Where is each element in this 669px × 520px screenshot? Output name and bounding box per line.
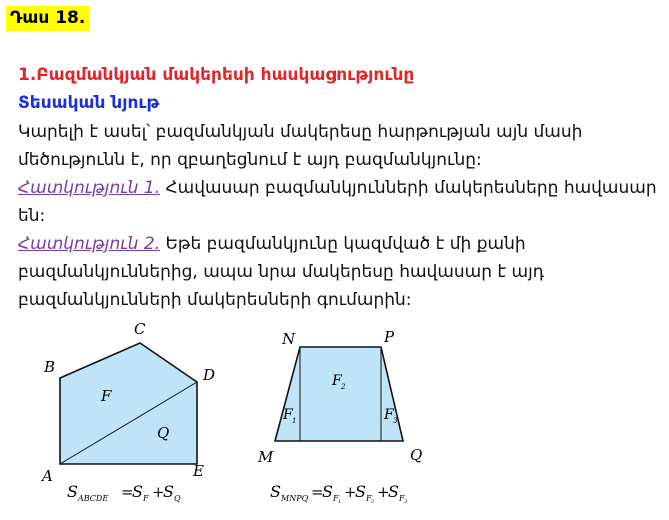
vertex-b: B bbox=[44, 358, 56, 376]
figure-trapezoid bbox=[257, 328, 422, 466]
formula-trapezoid bbox=[270, 482, 407, 505]
formula-1-sub-main: ABCDE bbox=[78, 494, 109, 503]
formula-2-s-f1: S bbox=[322, 482, 333, 501]
formula-2-subsub-1: 1 bbox=[338, 499, 342, 505]
region-f3-sub: 3 bbox=[393, 417, 398, 425]
intro-line-2: մեծությունն է, որ զբաղեցնում է այդ բազմանկյունը: bbox=[18, 150, 482, 170]
property-2-label: Հատկություն 2. bbox=[18, 234, 161, 254]
formula-2-s: S bbox=[270, 482, 281, 501]
region-f2: F bbox=[332, 373, 342, 389]
property-2-line-3: բազմանկյունների մակերեսների գումարին: bbox=[18, 290, 412, 310]
formula-2-plus-1: + bbox=[344, 483, 357, 501]
region-q: Q bbox=[157, 424, 170, 442]
formula-2-subsub-3: 3 bbox=[404, 499, 408, 505]
trapezoid-shape bbox=[275, 347, 403, 441]
pentagon-shape bbox=[60, 343, 197, 464]
region-f3: F bbox=[384, 407, 394, 423]
region-f1: F bbox=[283, 407, 293, 423]
theory-heading: Տեսական նյութ bbox=[18, 93, 160, 113]
vertex-m: M bbox=[258, 448, 274, 466]
formula-2-eq: = bbox=[311, 483, 324, 501]
vertex-d: D bbox=[203, 366, 216, 384]
formula-1-plus: + bbox=[152, 483, 165, 501]
section-title: 1.Բազմանկյան մակերեսի հասկացությունը bbox=[18, 65, 415, 85]
vertex-n: N bbox=[282, 330, 296, 348]
formula-2-subsub-2: 2 bbox=[371, 499, 375, 505]
formula-2-sub-f1: F bbox=[333, 494, 339, 503]
lesson-number: Դաս 18. bbox=[6, 6, 89, 31]
vertex-e: E bbox=[193, 462, 204, 480]
vertex-a: A bbox=[42, 467, 53, 485]
formula-2-plus-2: + bbox=[377, 483, 390, 501]
formula-1-sub-f: F bbox=[143, 494, 149, 503]
vertex-c: C bbox=[134, 320, 146, 338]
property-2-line-2: բազմանկյուններից, ապա նրա մակերեսը հավասար է այդ bbox=[18, 262, 544, 282]
intro-line-1: Կարելի է ասել՝ բազմանկյան մակերեսը հարթության այն մասի bbox=[18, 122, 583, 142]
formula-1-s-q: S bbox=[163, 482, 174, 501]
formula-2-sub-f2: F bbox=[366, 494, 372, 503]
property-1-line-2: են: bbox=[18, 206, 46, 226]
formula-2-s-f2: S bbox=[355, 482, 366, 501]
vertex-p: P bbox=[384, 328, 395, 346]
formula-1-sub-q: Q bbox=[174, 494, 181, 503]
region-f: F bbox=[101, 387, 112, 405]
formula-1-s: S bbox=[67, 482, 78, 501]
formula-2-sub-f3: F bbox=[399, 494, 405, 503]
region-f1-sub: 1 bbox=[292, 417, 297, 425]
region-f2-sub: 2 bbox=[341, 383, 346, 391]
formula-1-s-f: S bbox=[132, 482, 143, 501]
property-1-text: Հավասար բազմանկյունների մակերեսները հավասար bbox=[160, 178, 657, 198]
vertex-q: Q bbox=[410, 446, 423, 464]
property-1-label: Հատկություն 1. bbox=[18, 178, 161, 198]
formula-1-eq: = bbox=[121, 483, 134, 501]
property-2-text: Եթե բազմանկյունը կազմված է մի քանի bbox=[160, 234, 526, 254]
formula-2-s-f3: S bbox=[388, 482, 399, 501]
formula-2-sub-main: MNPQ bbox=[281, 494, 309, 503]
formula-pentagon bbox=[67, 482, 181, 503]
figure-pentagon bbox=[40, 320, 215, 485]
